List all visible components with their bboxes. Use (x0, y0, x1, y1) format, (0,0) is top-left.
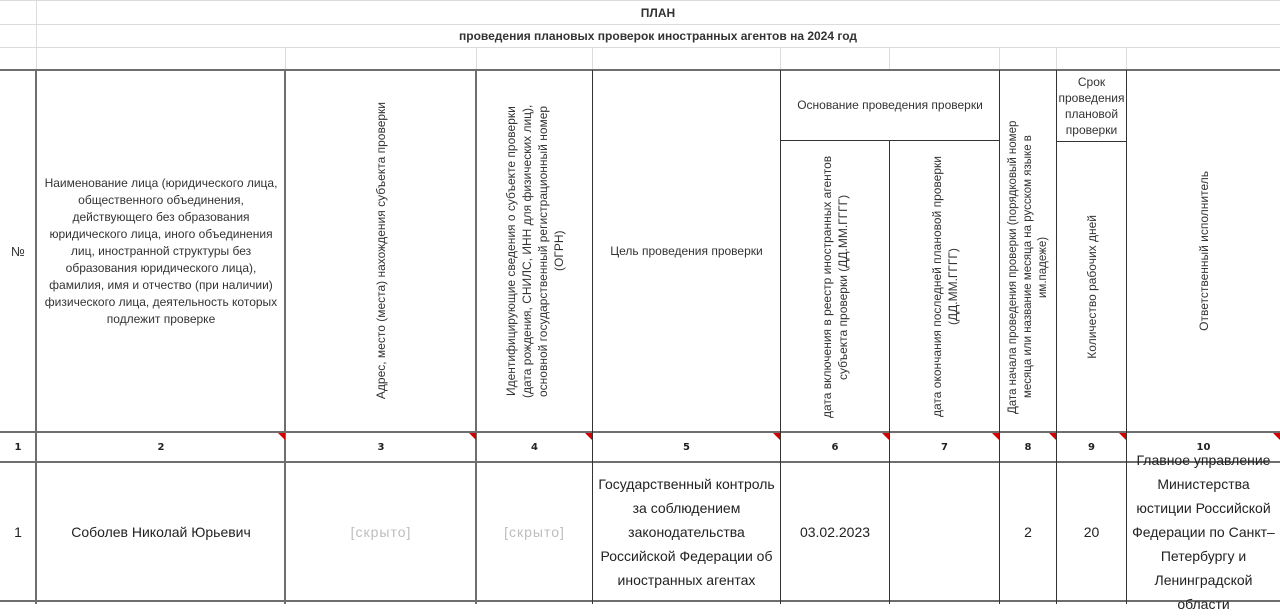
grid-line (0, 0, 1280, 1)
subject-name: Соболев Николай Юрьевич (71, 523, 251, 540)
header-identifiers: Идентифицирующие сведения о субъекте проверки (дата рождения, СНИЛС, ИНН для физических лиц), основной государственный регистрационный номер (ОГРН) (503, 104, 566, 398)
column-number: 1 (14, 441, 22, 453)
header-number: № (11, 243, 25, 259)
check-purpose: Государственный контроль за соблюдением законодательства Российской Федерации об иностранных агентах (598, 475, 775, 588)
comment-indicator-icon[interactable] (585, 433, 592, 440)
header-term-group: Срок проведения плановой проверки (1058, 75, 1125, 137)
header-address: Адрес, место (места) нахождения субъекта проверки (373, 102, 388, 400)
registry-date: 03.02.2023 (799, 523, 871, 540)
column-number: 6 (831, 441, 839, 453)
comment-indicator-icon[interactable] (992, 433, 999, 440)
grid-line (1056, 47, 1057, 70)
header-basis-group: Основание проведения проверки (797, 98, 983, 112)
header-purpose: Цель проведения проверки (610, 243, 763, 258)
column-number: 4 (531, 441, 538, 453)
redacted-address: [скрыто] (350, 523, 412, 540)
header-start-date: Дата начала проведения проверки (порядковый номер месяца или название месяца на русском языке в им.падеже) (1006, 120, 1049, 414)
column-number: 8 (1024, 441, 1032, 453)
document-subtitle: проведения плановых проверок иностранных агентов на 2024 год (459, 28, 857, 43)
last-check-end-date (890, 463, 999, 600)
comment-indicator-icon[interactable] (1049, 433, 1056, 440)
column-number: 3 (377, 441, 385, 453)
header-last-check-date: дата окончания последней плановой проверки (ДД.ММ.ГГГГ) (929, 156, 960, 417)
grid-line (0, 47, 1280, 48)
column-number: 7 (941, 441, 948, 453)
document-title: ПЛАН (640, 5, 676, 20)
column-number: 10 (1196, 441, 1211, 453)
subject-identifiers-redacted (477, 463, 592, 600)
redacted-identifiers: [скрыто] (504, 523, 565, 540)
header-registry-date: дата включения в реестр иностранных агентов субъекта проверки (ДД.ММ.ГГГГ) (820, 155, 850, 418)
grid-line (285, 47, 286, 70)
column-number: 2 (157, 441, 165, 453)
comment-indicator-icon[interactable] (1273, 433, 1280, 440)
comment-indicator-icon[interactable] (882, 433, 889, 440)
column-number: 9 (1088, 441, 1095, 453)
grid-line (1126, 47, 1127, 70)
responsible-executor: Главное управление Министерства юстиции Российской Федерации по Санкт–Петербургу и Ленинградской области (1132, 451, 1275, 612)
header-work-days: Количество рабочих дней (1084, 214, 1099, 359)
grid-line (476, 47, 477, 70)
column-number: 5 (683, 441, 690, 453)
grid-line (780, 47, 781, 70)
comment-indicator-icon[interactable] (469, 433, 476, 440)
header-executor: Ответственный исполнитель (1196, 171, 1211, 331)
work-days: 20 (1083, 523, 1100, 540)
grid-line (889, 47, 890, 70)
grid-line (999, 47, 1000, 70)
grid-line (592, 47, 593, 70)
comment-indicator-icon[interactable] (773, 433, 780, 440)
comment-indicator-icon[interactable] (278, 433, 285, 440)
comment-indicator-icon[interactable] (1119, 433, 1126, 440)
subject-address-redacted (286, 463, 476, 600)
start-month: 2 (1024, 523, 1032, 540)
row-number: 1 (14, 523, 22, 540)
header-subject-name: Наименование лица (юридического лица, общественного объединения, действующего без образования юридического лица, иного объединения лиц, иностранной структуры без образования юридического лица), фамилия, имя и отчество (при наличии) физического лица, деятельность которых подлежит проверке (44, 175, 278, 326)
table-border (0, 600, 1280, 602)
